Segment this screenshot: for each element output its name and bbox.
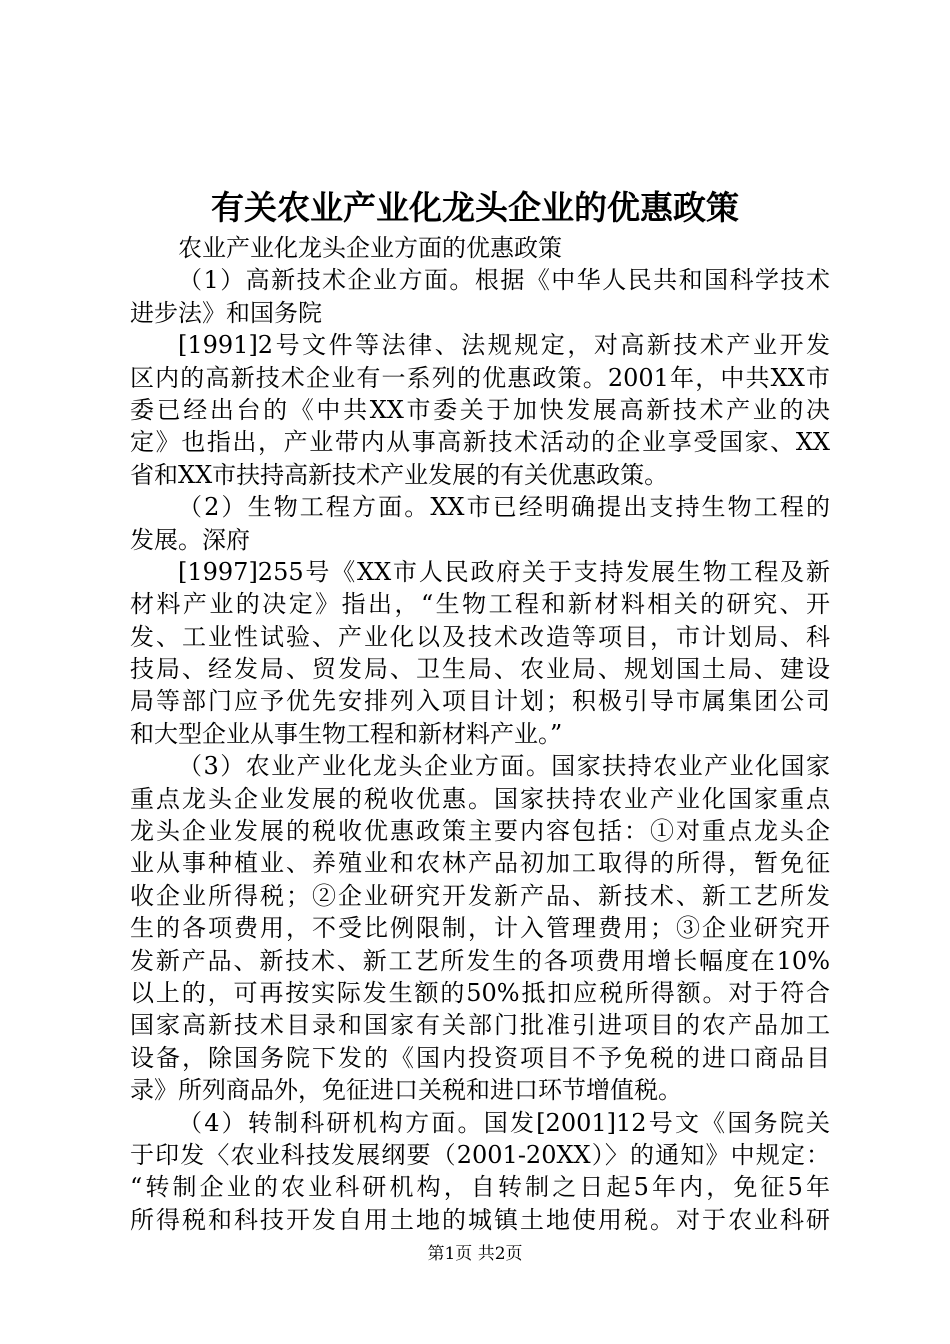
text-line: 所得税和科技开发自用土地的城镇土地使用税。对于农业科研: [130, 1205, 830, 1234]
text-line: 委已经出台的《中共XX市委关于加快发展高新技术产业的决: [130, 395, 830, 424]
text-line: 设备，除国务院下发的《国内投资项目不予免税的进口商品目: [130, 1043, 830, 1072]
text-line: 龙头企业发展的税收优惠政策主要内容包括：①对重点龙头企: [130, 817, 830, 846]
document-title: 有关农业产业化龙头企业的优惠政策: [211, 188, 739, 227]
text-line: （4）转制科研机构方面。国发[2001]12号文《国务院关: [178, 1108, 830, 1137]
text-line: 重点龙头企业发展的税收优惠。国家扶持农业产业化国家重点: [130, 784, 830, 813]
text-line: 发、工业性试验、产业化以及技术改造等项目，市计划局、科: [130, 622, 830, 651]
text-line: [1997]255号《XX市人民政府关于支持发展生物工程及新: [178, 557, 830, 586]
text-line: （1）高新技术企业方面。根据《中华人民共和国科学技术: [178, 266, 830, 295]
text-line: 国家高新技术目录和国家有关部门批准引进项目的农产品加工: [130, 1011, 830, 1040]
text-line: 区内的高新技术企业有一系列的优惠政策。2001年，中共XX市: [130, 363, 830, 392]
text-line: 发新产品、新技术、新工艺所发生的各项费用增长幅度在10%: [130, 946, 830, 975]
text-line: 于印发〈农业科技发展纲要（2001-20XX）〉的通知》中规定：: [130, 1140, 830, 1169]
text-line: “转制企业的农业科研机构，自转制之日起5年内，免征5年: [130, 1173, 830, 1202]
text-line: 和大型企业从事生物工程和新材料产业。”: [130, 719, 563, 748]
text-line: 进步法》和国务院: [130, 298, 322, 327]
text-line: 农业产业化龙头企业方面的优惠政策: [178, 234, 562, 262]
text-line: 技局、经发局、贸发局、卫生局、农业局、规划国土局、建设: [130, 655, 830, 684]
text-line: （2）生物工程方面。XX市已经明确提出支持生物工程的: [178, 493, 830, 522]
text-line: 生的各项费用，不受比例限制，计入管理费用；③企业研究开: [130, 914, 830, 943]
text-line: 发展。深府: [130, 525, 250, 554]
text-line: 收企业所得税；②企业研究开发新产品、新技术、新工艺所发: [130, 881, 830, 910]
text-line: [1991]2号文件等法律、法规规定，对高新技术产业开发: [178, 331, 830, 360]
page-footer: 第1页 共2页: [427, 1244, 523, 1264]
text-line: 业从事种植业、养殖业和农林产品初加工取得的所得，暂免征: [130, 849, 830, 878]
text-line: 省和XX市扶持高新技术产业发展的有关优惠政策。: [130, 460, 669, 489]
text-line: 定》也指出，产业带内从事高新技术活动的企业享受国家、XX: [130, 428, 830, 457]
text-line: 以上的，可再按实际发生额的50%抵扣应税所得额。对于符合: [130, 978, 830, 1007]
text-line: （3）农业产业化龙头企业方面。国家扶持农业产业化国家: [178, 752, 830, 781]
text-line: 录》所列商品外，免征进口关税和进口环节增值税。: [130, 1076, 682, 1105]
text-line: 材料产业的决定》指出，“生物工程和新材料相关的研究、开: [130, 590, 830, 619]
text-line: 局等部门应予优先安排列入项目计划；积极引导市属集团公司: [130, 687, 830, 716]
document-body: [130, 232, 830, 1236]
